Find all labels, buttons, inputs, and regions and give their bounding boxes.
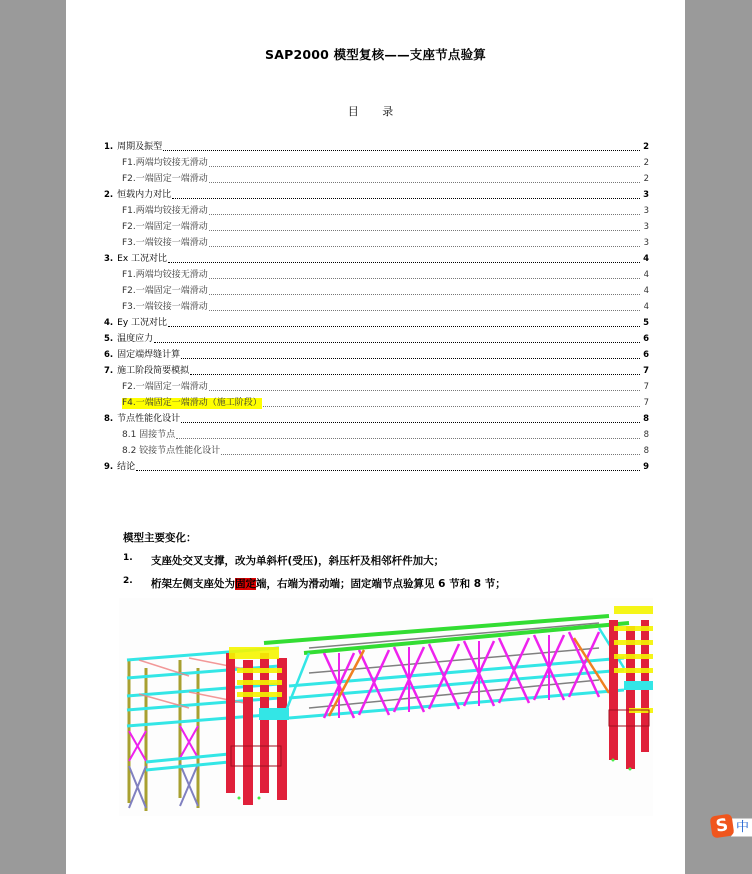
toc-entry[interactable] [104, 281, 649, 297]
toc-page-number: 8 [643, 446, 649, 456]
toc-entry[interactable] [104, 233, 649, 249]
toc-entry-number: 5. [104, 334, 114, 344]
toc-page-number: 2 [643, 142, 649, 152]
toc-entry-label: Ey 工况对比 [117, 318, 168, 328]
toc-page-number: 7 [643, 382, 649, 392]
toc-leader-dots [209, 245, 640, 247]
toc-leader-dots [176, 437, 640, 439]
toc-entry-number: 6. [104, 350, 114, 360]
toc-page-number: 5 [643, 318, 649, 328]
toc-entry-number: 2. [104, 190, 114, 200]
toc-entry-number: 7. [104, 366, 114, 376]
toc-entry[interactable] [104, 153, 649, 169]
toc-entry-label: F2.一端固定一端滑动 [122, 222, 208, 232]
toc-entry-label: F1.两端均铰接无滑动 [122, 270, 208, 280]
highlighted-text: 固定 [235, 578, 256, 590]
toc-leader-dots [209, 277, 640, 279]
toc-page-number: 4 [643, 270, 649, 280]
toc-leader-dots [172, 197, 640, 199]
toc-entry-number: 3. [104, 254, 114, 264]
toc-leader-dots [154, 341, 640, 343]
change-item-text [151, 576, 506, 591]
toc-page-number: 7 [643, 366, 649, 376]
toc-entry-number: 9. [104, 462, 114, 472]
toc-entry-label: 8.2 铰接节点性能化设计 [122, 446, 221, 456]
toc-entry-number: 8. [104, 414, 114, 424]
ime-mode-indicator[interactable]: 中 [731, 818, 752, 837]
document-title: SAP2000 模型复核——支座节点验算 [265, 47, 486, 62]
toc-entry-label: 施工阶段简要模拟 [117, 366, 190, 376]
toc-entry-label: 结论 [117, 462, 136, 472]
toc-heading: 目 录 [347, 105, 404, 118]
change-item [123, 553, 643, 568]
toc-leader-dots [168, 261, 640, 263]
toc-entry[interactable] [104, 185, 649, 201]
toc-entry[interactable] [104, 313, 649, 329]
toc-leader-dots [209, 181, 640, 183]
toc-entry-label: F3.一端铰接一端滑动 [122, 302, 208, 312]
toc-page-number: 4 [643, 302, 649, 312]
toc-leader-dots [209, 213, 640, 215]
text-segment: 桁架左侧支座处为 [151, 578, 235, 590]
text-segment: 端，右端为滑动端；固定端节点验算见 6 节和 8 节； [256, 578, 506, 590]
toc-leader-dots [221, 453, 640, 455]
toc-leader-dots [209, 293, 640, 295]
toc-entry-label: 周期及振型 [117, 142, 163, 152]
toc-entry-label: 节点性能化设计 [117, 414, 181, 424]
document-page [66, 0, 685, 874]
toc-leader-dots [263, 405, 640, 407]
change-item-number: 1. [123, 553, 133, 563]
toc-page-number: 3 [643, 190, 649, 200]
toc-page-number: 4 [643, 254, 649, 264]
toc-leader-dots [181, 357, 640, 359]
toc-entry-label: 固定端焊缝计算 [117, 350, 181, 360]
structural-model-figure [119, 598, 653, 816]
toc-page-number: 8 [643, 430, 649, 440]
toc-entry[interactable] [104, 457, 649, 473]
toc-entry[interactable] [104, 345, 649, 361]
toc-entry[interactable] [104, 249, 649, 265]
changes-heading: 模型主要变化： [123, 532, 197, 544]
toc-entry-number: 1. [104, 142, 114, 152]
toc-entry[interactable] [104, 137, 649, 153]
toc-entry-label: F1.两端均铰接无滑动 [122, 206, 208, 216]
toc-entry[interactable] [104, 425, 649, 441]
toc-leader-dots [209, 165, 640, 167]
toc-page-number: 3 [643, 238, 649, 248]
toc-leader-dots [163, 149, 640, 151]
toc-entry-label: F3.一端铰接一端滑动 [122, 238, 208, 248]
toc-leader-dots [136, 469, 640, 471]
sogou-logo-icon[interactable]: S [710, 814, 735, 839]
change-item-number: 2. [123, 576, 133, 586]
toc-leader-dots [168, 325, 640, 327]
truss-model-drawing [119, 598, 653, 816]
toc-entry[interactable] [104, 169, 649, 185]
toc-page-number: 3 [643, 222, 649, 232]
toc-entry[interactable] [104, 409, 649, 425]
toc-leader-dots [209, 309, 640, 311]
toc-entry[interactable] [104, 441, 649, 457]
toc-entry[interactable] [104, 265, 649, 281]
toc-entry[interactable] [104, 297, 649, 313]
toc-page-number: 3 [643, 206, 649, 216]
toc-entry[interactable] [104, 393, 649, 409]
toc-entry-label: F2.一端固定一端滑动 [122, 382, 208, 392]
toc-leader-dots [190, 373, 640, 375]
toc-entry-label: F4.一端固定一端滑动（施工阶段） [122, 398, 262, 408]
ime-toolbar[interactable] [709, 813, 752, 841]
toc-entry-label: F2.一端固定一端滑动 [122, 286, 208, 296]
toc-page-number: 7 [643, 398, 649, 408]
toc-entry[interactable] [104, 361, 649, 377]
toc-entry[interactable] [104, 329, 649, 345]
toc-page-number: 2 [643, 174, 649, 184]
toc-page-number: 6 [643, 334, 649, 344]
toc-page-number: 2 [643, 158, 649, 168]
toc-entry-number: 4. [104, 318, 114, 328]
table-of-contents [104, 137, 649, 473]
toc-entry-label: 温度应力 [117, 334, 154, 344]
toc-leader-dots [209, 229, 640, 231]
change-item-text: 支座处交叉支撑，改为单斜杆(受压)，斜压杆及相邻杆件加大； [151, 555, 445, 567]
change-item [123, 576, 643, 591]
toc-entry-label: 8.1 固接节点 [122, 430, 176, 440]
toc-entry-label: F2.一端固定一端滑动 [122, 174, 208, 184]
toc-entry[interactable] [104, 201, 649, 217]
toc-page-number: 9 [643, 462, 649, 472]
toc-entry-label: Ex 工况对比 [117, 254, 168, 264]
toc-entry[interactable] [104, 217, 649, 233]
toc-page-number: 6 [643, 350, 649, 360]
toc-entry[interactable] [104, 377, 649, 393]
toc-page-number: 8 [643, 414, 649, 424]
model-changes-section [123, 530, 643, 599]
toc-entry-label: 恒载内力对比 [117, 190, 172, 200]
toc-page-number: 4 [643, 286, 649, 296]
toc-leader-dots [181, 421, 640, 423]
toc-leader-dots [209, 389, 640, 391]
toc-entry-label: F1.两端均铰接无滑动 [122, 158, 208, 168]
